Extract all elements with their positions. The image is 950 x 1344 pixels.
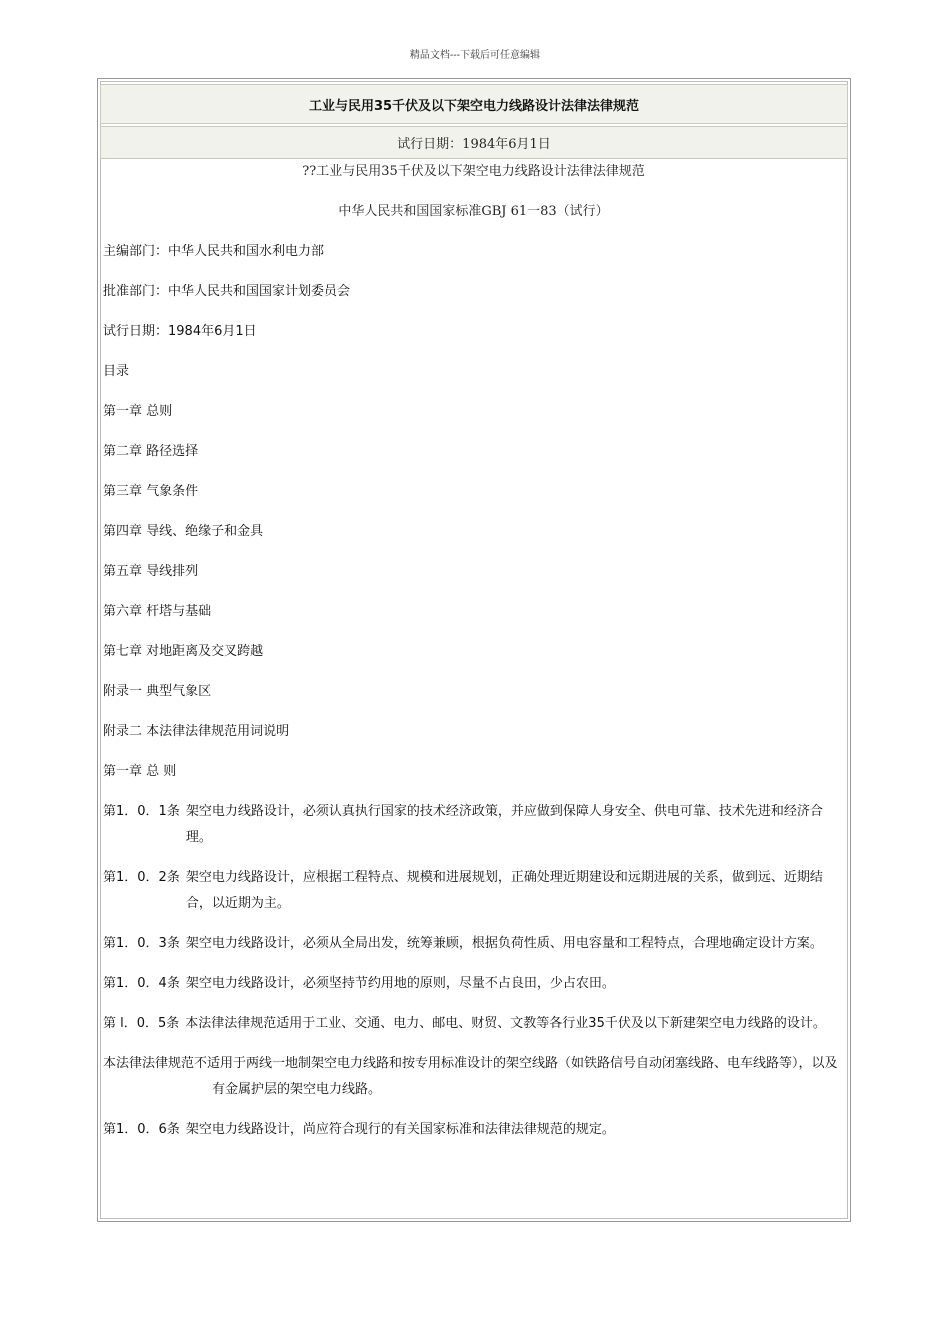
toc-item: 第六章 杆塔与基础: [103, 604, 212, 619]
editor-dept: 主编部门：中华人民共和国水利电力部: [103, 244, 325, 259]
toc-item: 第三章 气象条件: [103, 484, 199, 499]
article-text: 架空电力线路设计，必须坚持节约用地的原则，尽量不占良田，少占农田。: [185, 976, 615, 991]
standard-line: 中华人民共和国国家标准GBJ 61一83（试行）: [338, 204, 609, 219]
article: [103, 971, 844, 997]
article-text-content: 架空电力线路设计，必须认真执行国家的技术经济政策，并应做到保障人身安全、供电可靠、技术先进和经济合理。: [185, 804, 823, 845]
approver-dept: 批准部门：中华人民共和国国家计划委员会: [103, 284, 351, 299]
scope-note: 本法律法律规范不适用于两线一地制架空电力线路和按专用标准设计的架空线路（如铁路信号自动闭塞线路、电车线路等），以及有金属护层的架空电力线路。: [103, 1056, 838, 1097]
article-label: 第1．0．1条: [103, 804, 180, 819]
article: [103, 1011, 844, 1037]
toc-item: 第五章 导线排列: [103, 564, 199, 579]
article-label: 第1．0．6条: [103, 1122, 180, 1137]
article: [103, 1117, 844, 1143]
article-text: [186, 799, 844, 851]
toc-item: 第一章 总则: [103, 404, 173, 419]
article: [103, 931, 844, 957]
toc-item: 第二章 路径选择: [103, 444, 199, 459]
article-label: 第1．0．4条: [103, 976, 180, 991]
page-header-note: 精品文档---下载后可任意编辑: [409, 50, 541, 61]
toc-item: 附录二 本法律法律规范用词说明: [103, 724, 290, 739]
article-label: 第1．0．3条: [103, 936, 180, 951]
article: [103, 865, 844, 917]
toc-item: 第四章 导线、绝缘子和金具: [103, 524, 264, 539]
document-body: [103, 162, 844, 1143]
toc-item: 附录一 典型气象区: [103, 684, 212, 699]
trial-date-banner: 试行日期：1984年6月1日: [100, 126, 848, 159]
article-text: 本法律法律规范适用于工业、交通、电力、邮电、财贸、文教等各行业35千伏及以下新建架空电力线路的设计。: [185, 1016, 826, 1031]
doc-heading: ??工业与民用35千伏及以下架空电力线路设计法律法律规范: [302, 164, 645, 179]
article-label: 第 l．0．5条: [103, 1016, 180, 1031]
chapter-heading: 第一章 总 则: [103, 764, 177, 779]
document-frame: [97, 78, 851, 1222]
article-text: 架空电力线路设计，尚应符合现行的有关国家标准和法律法律规范的规定。: [185, 1122, 615, 1137]
toc-item: 第七章 对地距离及交叉跨越: [103, 644, 264, 659]
article-label: 第1．0．2条: [103, 870, 180, 885]
trial-date: 试行日期：1984年6月1日: [103, 324, 257, 339]
article: [103, 799, 844, 851]
document-title: 工业与民用35千伏及以下架空电力线路设计法律法律规范: [100, 84, 848, 124]
article-text: 架空电力线路设计，必须从全局出发，统筹兼顾，根据负荷性质、用电容量和工程特点，合理地确定设计方案。: [185, 936, 823, 951]
toc-heading: 目录: [103, 364, 130, 379]
article-text: 架空电力线路设计，应根据工程特点、规模和进展规划，正确处理近期建设和远期进展的关系，做到远、近期结合，以近期为主。: [185, 870, 823, 911]
